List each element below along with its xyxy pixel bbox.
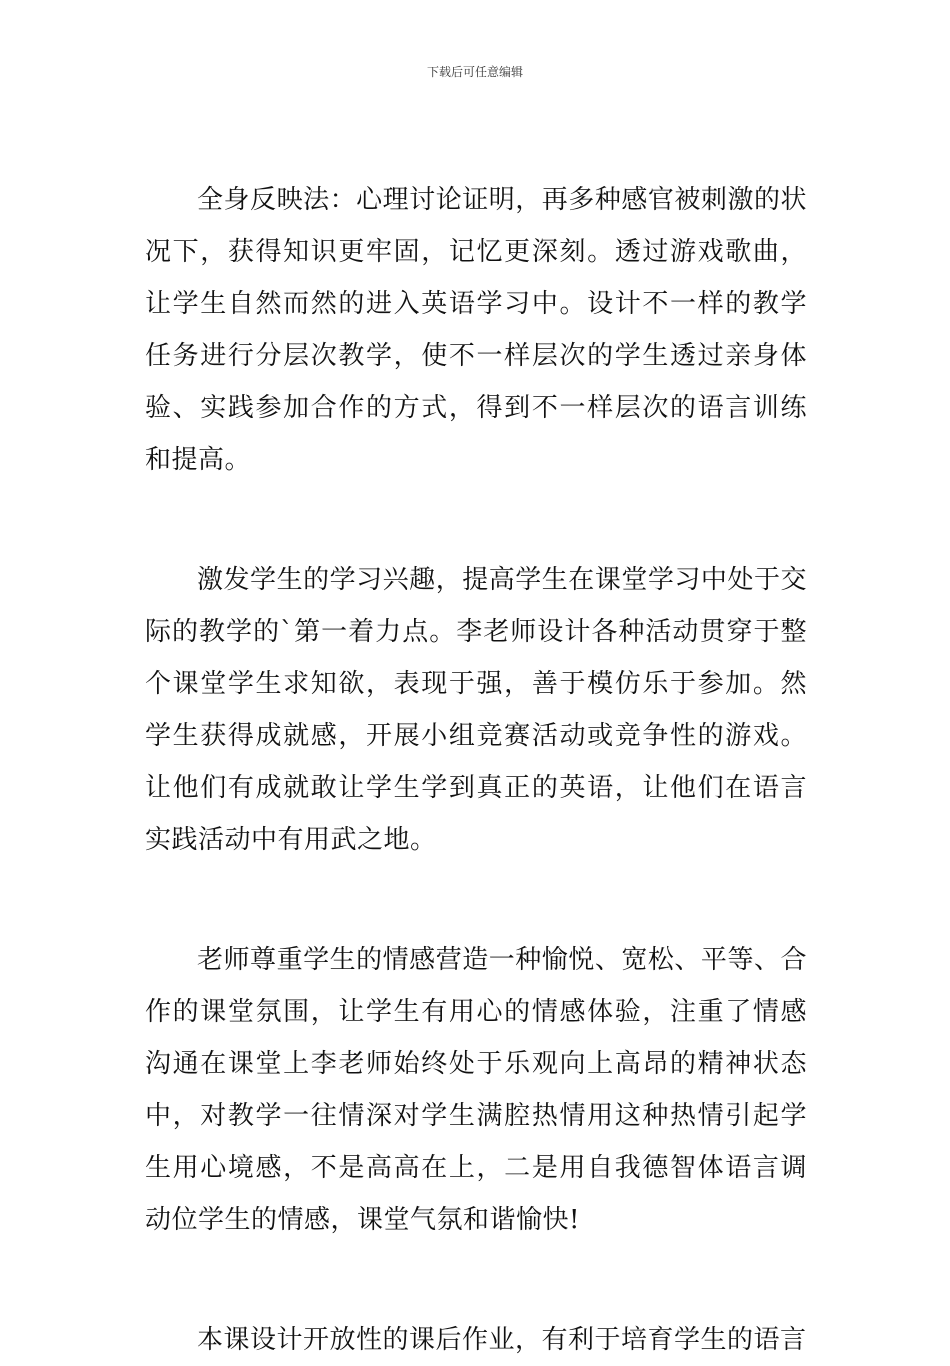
page-header: 下载后可任意编辑	[426, 65, 523, 79]
paragraph: 老师尊重学生的情感营造一种愉悦、宽松、平等、合作的课堂氛围，让学生有用心的情感体验，注重了情感沟通在课堂上李老师始终处于乐观向上高昂的精神状态中，对教学一往情深对学生满腔热情用这种热情引起学生用心境感，不是高高在上，二是用自我德智体语言调动位学生的情感，课堂气氛和谐愉快!	[145, 945, 807, 1235]
paragraph: 本课设计开放性的课后作业，有利于培育学生的语言	[197, 1325, 807, 1355]
paragraph: 激发学生的学习兴趣，提高学生在课堂学习中处于交际的教学的`第一着力点。李老师设计各种活动贯穿于整个课堂学生求知欲，表现于强，善于模仿乐于参加。然学生获得成就感，开展小组竞赛活动或竞争性的游戏。让他们有成就敢让学生学到真正的英语，让他们在语言实践活动中有用武之地。	[145, 565, 807, 855]
paragraph: 全身反映法：心理讨论证明，再多种感官被刺激的状况下，获得知识更牢固，记忆更深刻。透过游戏歌曲，让学生自然而然的进入英语学习中。设计不一样的教学任务进行分层次教学，使不一样层次的学生透过亲身体验、实践参加合作的方式，得到不一样层次的语言训练和提高。	[145, 185, 807, 475]
document-body	[145, 174, 807, 1366]
